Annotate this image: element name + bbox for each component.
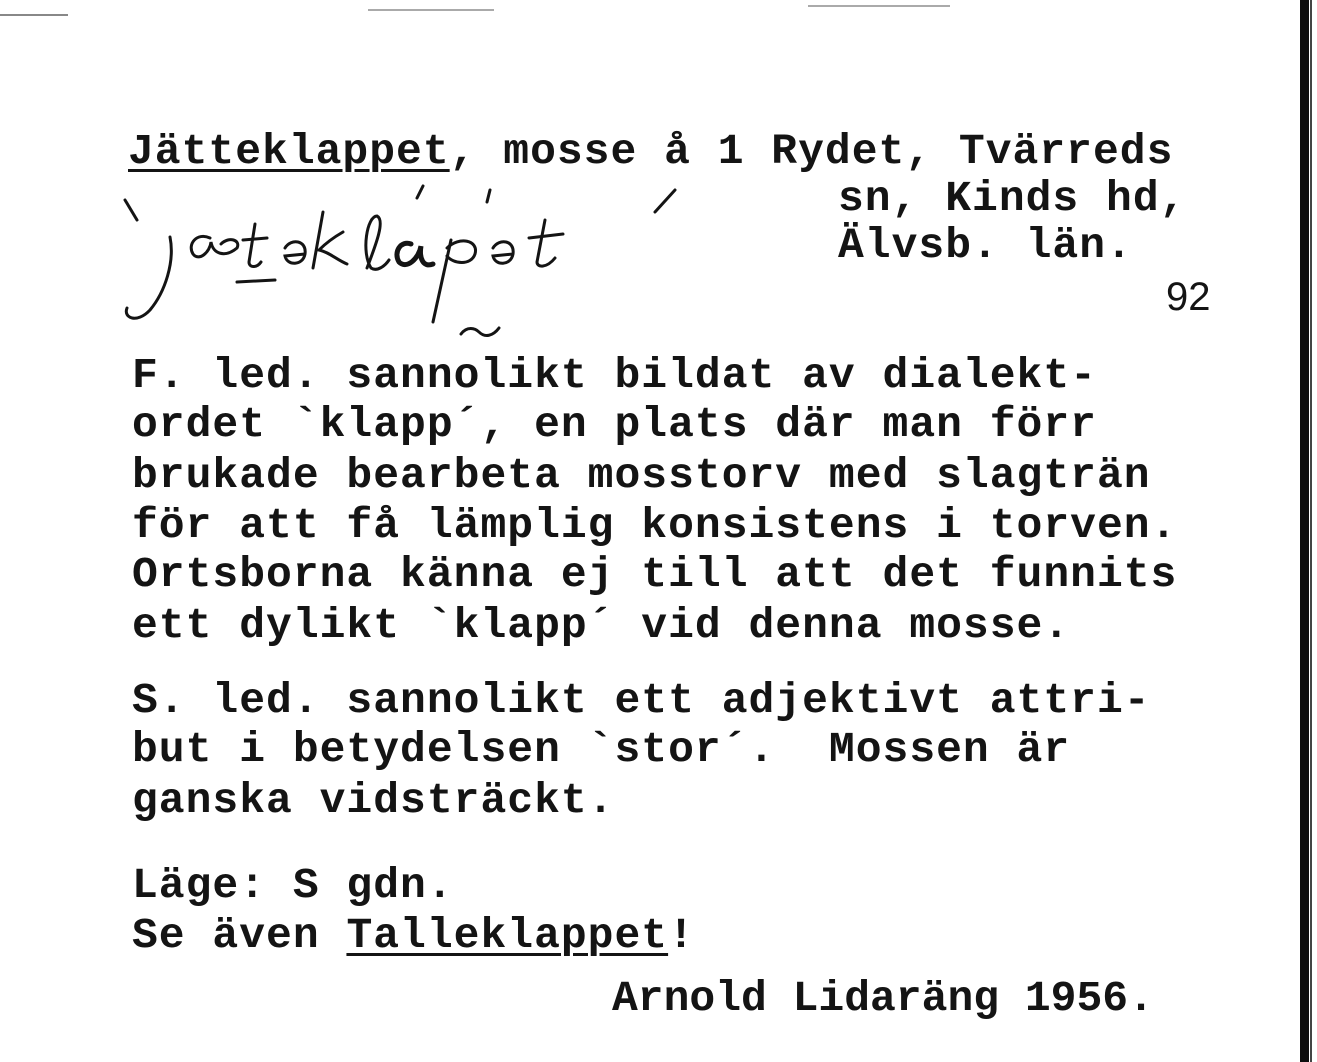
header-line-1-rest: , mosse å 1 Rydet, Tvärreds — [449, 127, 1174, 176]
card-edge-shadow — [1310, 0, 1312, 1062]
header-line-1 — [128, 128, 1173, 176]
see-also-suffix: ! — [668, 911, 695, 960]
paragraph-2-line-3: ganska vidsträckt. — [132, 776, 615, 825]
scan-speck — [368, 9, 494, 11]
header-line-3: Älvsb. län. — [838, 221, 1133, 270]
signature: Arnold Lidaräng 1956. — [612, 974, 1154, 1023]
handwritten-pronunciation — [115, 182, 705, 352]
location-line: Läge: S gdn. — [132, 861, 454, 910]
paragraph-2-line-1: S. led. sannolikt ett adjektivt attri- — [132, 676, 1151, 725]
scan-speck — [808, 5, 950, 7]
card-edge — [1300, 0, 1309, 1062]
card-number: 92 — [1166, 275, 1211, 319]
header-line-2: sn, Kinds hd, — [838, 174, 1187, 223]
paragraph-1-line-5: Ortsborna känna ej till att det funnits — [132, 550, 1178, 599]
see-also-prefix: Se även — [132, 911, 347, 960]
see-also-line — [132, 912, 695, 960]
place-name: Jätteklappet — [128, 127, 450, 176]
see-also-link[interactable]: Talleklappet — [346, 911, 669, 960]
paragraph-1-line-3: brukade bearbeta mosstorv med slagträn — [132, 451, 1151, 500]
paragraph-1-line-4: för att få lämplig konsistens i torven. — [132, 501, 1178, 550]
scan-speck — [0, 14, 68, 16]
paragraph-1-line-1: F. led. sannolikt bildat av dialekt- — [132, 351, 1097, 400]
paragraph-2-line-2: but i betydelsen `stor´. Mossen är — [132, 725, 1071, 774]
paragraph-1-line-6: ett dylikt `klapp´ vid denna mosse. — [132, 601, 1071, 650]
paragraph-1-line-2: ordet `klapp´, en plats där man förr — [132, 400, 1097, 449]
